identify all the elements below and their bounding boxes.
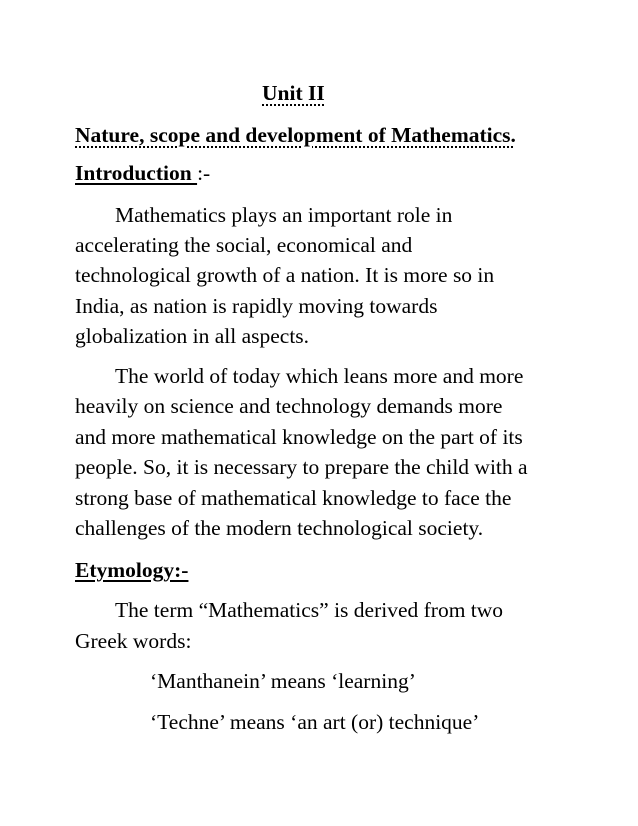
intro-heading-suffix: :- xyxy=(197,161,211,185)
term-definition: ‘Manthanein’ means ‘learning’ xyxy=(150,669,416,693)
paragraph-line: Mathematics plays an important role in xyxy=(115,203,453,227)
paragraph-line: heavily on science and technology demands more xyxy=(75,394,503,418)
etymology-heading: Etymology:- xyxy=(75,558,189,582)
paragraph-line: India, as nation is rapidly moving towards xyxy=(75,294,438,318)
paragraph-line: globalization in all aspects. xyxy=(75,324,310,348)
intro-heading-line xyxy=(75,160,210,186)
chapter-title: Nature, scope and development of Mathematics. xyxy=(75,123,516,147)
paragraph-line: accelerating the social, economical and xyxy=(75,233,413,257)
paragraph-line: strong base of mathematical knowledge to face the xyxy=(75,486,512,510)
paragraph-line: challenges of the modern technological society. xyxy=(75,516,484,540)
paragraph-line: technological growth of a nation. It is more so in xyxy=(75,263,495,287)
paragraph-line: Greek words: xyxy=(75,629,192,653)
paragraph-line: The world of today which leans more and more xyxy=(115,364,524,388)
paragraph-line: people. So, it is necessary to prepare the child with a xyxy=(75,455,528,479)
unit-title: Unit II xyxy=(262,81,325,105)
term-definition: ‘Techne’ means ‘an art (or) technique’ xyxy=(150,710,480,734)
intro-heading: Introduction xyxy=(75,161,198,185)
paragraph-line: The term “Mathematics” is derived from two xyxy=(115,598,504,622)
paragraph-line: and more mathematical knowledge on the part of its xyxy=(75,425,523,449)
